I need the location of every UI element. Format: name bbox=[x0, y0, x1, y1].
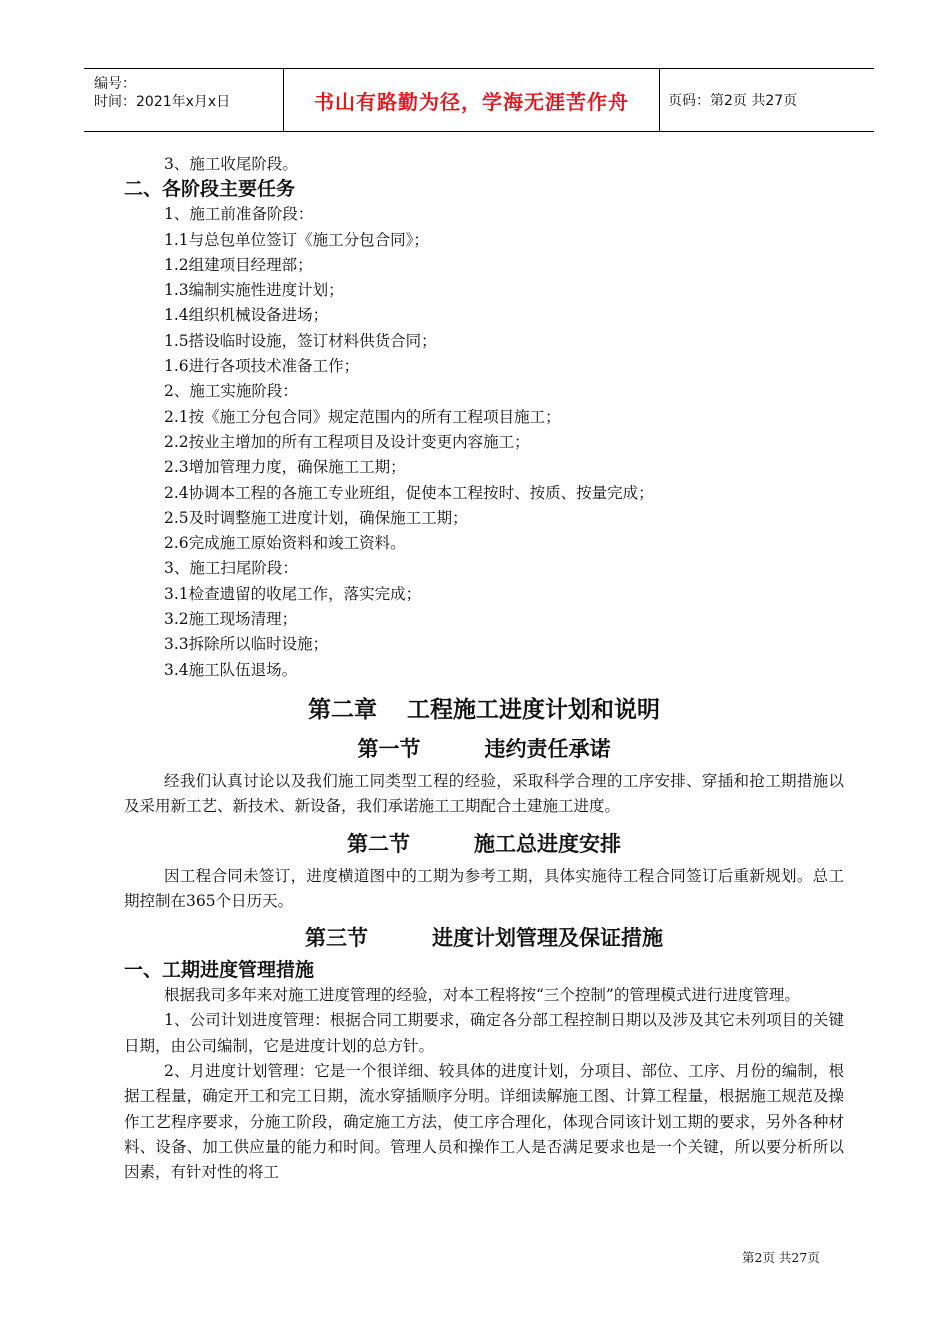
section-1-paragraph: 经我们认真讨论以及我们施工同类型工程的经验，采取科学合理的工序安排、穿插和抢工期措施以及采用新工艺、新技术、新设备，我们承诺施工工期配合土建施工进度。 bbox=[124, 771, 844, 816]
heading-stage-tasks: 二、各阶段主要任务 bbox=[124, 178, 296, 201]
header-page-number: 页码：第2页 共27页 bbox=[668, 93, 798, 109]
list-item: 1.5搭设临时设施，签订材料供货合同； bbox=[164, 331, 437, 350]
list-item: 3.4施工队伍退场。 bbox=[164, 660, 298, 679]
measures-paragraph: 2、月进度计划管理：它是一个很详细、较具体的进度计划，分项目、部位、工序、月份的编制，根据工程量，确定开工和完工日期，流水穿插顺序分明。详细读解施工图、计算工程量，根据施工规范及操作工艺程序要求，分施工阶段，确定施工方法，使工序合理化，体现合同该计划工期的要求，另外各种材料、设备、加工供应量的能力和时间。管理人员和操作工人是否满足要求也是一个关键，所以要分析所以因素，有针对性的将工 bbox=[124, 1062, 844, 1182]
serial-label: 编号： bbox=[94, 76, 136, 92]
task-list bbox=[124, 202, 844, 683]
section-2-number: 第二节 bbox=[347, 831, 410, 856]
list-item: 3.3拆除所以临时设施； bbox=[164, 635, 329, 654]
section-3-name: 进度计划管理及保证措施 bbox=[432, 926, 663, 951]
list-item: 1.3编制实施性进度计划； bbox=[164, 281, 344, 300]
list-item: 1.4组织机械设备进场； bbox=[164, 306, 329, 325]
list-item: 2、施工实施阶段： bbox=[164, 382, 298, 401]
section-1-number: 第一节 bbox=[357, 736, 421, 761]
chapter-name: 工程施工进度计划和说明 bbox=[407, 696, 660, 723]
section-2-title bbox=[124, 830, 844, 858]
list-item: 3、施工扫尾阶段： bbox=[164, 559, 298, 578]
list-item: 1.1与总包单位签订《施工分包合同》； bbox=[164, 230, 429, 249]
list-item: 2.4协调本工程的各施工专业班组，促使本工程按时、按质、按量完成； bbox=[164, 483, 654, 502]
section-1-title bbox=[124, 735, 844, 763]
list-item: 1.6进行各项技术准备工作； bbox=[164, 357, 360, 376]
section-2-name: 施工总进度安排 bbox=[474, 831, 621, 856]
list-item: 2.6完成施工原始资料和竣工资料。 bbox=[164, 534, 406, 553]
chapter-title bbox=[124, 695, 844, 725]
list-item: 3.1检查遗留的收尾工作，落实完成； bbox=[164, 584, 422, 603]
list-item: 3、施工收尾阶段。 bbox=[164, 155, 298, 173]
heading-schedule-measures: 一、工期进度管理措施 bbox=[124, 959, 315, 982]
header-meta bbox=[84, 69, 284, 131]
list-item: 2.1按《施工分包合同》规定范围内的所有工程项目施工； bbox=[164, 407, 561, 426]
document-body bbox=[124, 152, 844, 1186]
list-item: 3.2施工现场清理； bbox=[164, 610, 298, 629]
page-footer: 第2页 共27页 bbox=[742, 1250, 820, 1265]
section-3-number: 第三节 bbox=[305, 926, 368, 951]
list-item: 2.2按业主增加的所有工程项目及设计变更内容施工； bbox=[164, 432, 530, 451]
page-header bbox=[84, 68, 874, 132]
measures-paragraph: 1、公司计划进度管理：根据合同工期要求，确定各分部工程控制日期以及涉及其它未列项目的关键日期，由公司编制，它是进度计划的总方针。 bbox=[124, 1011, 844, 1055]
section-3-title bbox=[124, 924, 844, 952]
chapter-number: 第二章 bbox=[308, 696, 377, 723]
measures-paragraph: 根据我司多年来对施工进度管理的经验，对本工程将按“三个控制”的管理模式进行进度管理。 bbox=[164, 986, 800, 1005]
section-1-name: 违约责任承诺 bbox=[484, 736, 611, 761]
list-item: 1、施工前准备阶段： bbox=[164, 205, 314, 224]
date-label: 时间：2021年x月x日 bbox=[94, 94, 231, 110]
list-item: 2.5及时调整施工进度计划，确保施工工期； bbox=[164, 508, 468, 527]
header-motto: 书山有路勤为径，学海无涯苦作舟 bbox=[284, 69, 660, 131]
section-2-paragraph: 因工程合同未签订，进度横道图中的工期为参考工期，具体实施待工程合同签订后重新规划。总工期控制在365个日历天。 bbox=[124, 866, 844, 910]
list-item: 2.3增加管理力度，确保施工工期； bbox=[164, 458, 406, 477]
list-item: 1.2组建项目经理部； bbox=[164, 255, 313, 274]
